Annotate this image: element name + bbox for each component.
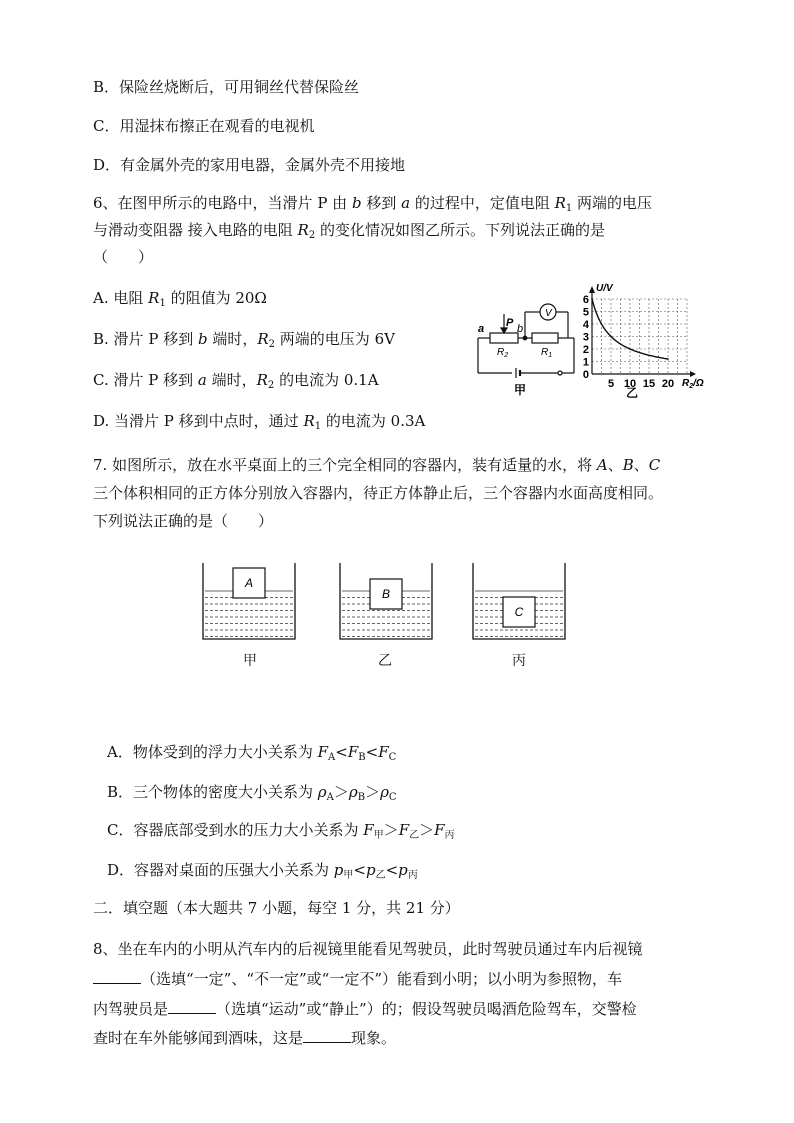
q8-line1: 8、坐在车内的小明从汽车内的后视镜里能看见驾驶员，此时驾驶员通过车内后视镜 xyxy=(93,940,643,958)
y-tick-label: 6 xyxy=(582,294,589,306)
y-axis-label: U/V xyxy=(596,283,613,294)
y-tick-label: 0 xyxy=(582,369,589,381)
data-point xyxy=(667,358,669,360)
q5-option-d: D．有金属外壳的家用电器，金属外壳不用接地 xyxy=(93,156,406,174)
q5-option-b: B．保险丝烧断后，可用铜丝代替保险丝 xyxy=(93,78,360,96)
voltage-resistance-graph xyxy=(578,280,713,400)
x-tick-label: 20 xyxy=(661,378,675,390)
q5-option-c: C．用湿抹布擦正在观看的电视机 xyxy=(93,117,315,135)
y-tick-label: 2 xyxy=(582,344,589,356)
circuit-label-b: b xyxy=(517,323,524,335)
cube-label: B xyxy=(381,587,391,601)
x-tick-label: 15 xyxy=(642,378,656,390)
data-point xyxy=(610,336,612,338)
container-label-yi: 乙 xyxy=(378,653,392,669)
section-heading: 二．填空题（本大题共 7 小题，每空 1 分，共 21 分） xyxy=(93,899,460,917)
voltmeter-label: V xyxy=(545,308,552,319)
y-tick-label: 1 xyxy=(582,356,589,369)
data-point xyxy=(629,348,631,350)
q6-answer-paren: （ ） xyxy=(93,248,154,266)
x-axis-label: $R_2/\Omega$ xyxy=(682,378,704,390)
y-tick-label: 4 xyxy=(582,319,589,331)
circuit-label-r1: $R_1$ xyxy=(541,347,553,359)
q7-stem-line3: 下列说法正确的是（ ） xyxy=(93,512,274,530)
q7-stem-line2: 三个体积相同的正方体分别放入容器内，待正方体静止后，三个容器内水面高度相同。 xyxy=(93,484,664,502)
q8-line2: （选填“一定”、“不一定”或“一定不”）能看到小明；以小明为参照物，车 xyxy=(93,968,622,989)
figure-label-jia: 甲 xyxy=(514,383,527,397)
q6-option-d: D. 当滑片 P 移到中点时，通过 $R_1$ 的电流为 0.3A xyxy=(93,412,426,432)
q8-line4: 查时在车外能够闻到酒味，这是 现象。 xyxy=(93,1029,397,1047)
figure-label-yi: 乙 xyxy=(626,386,639,400)
container-label-bing: 丙 xyxy=(512,653,526,669)
circuit-diagram xyxy=(470,290,582,398)
q6-stem-line1: 6、在图甲所示的电路中，当滑片 P 由 b 移到 a 的过程中，定值电阻 $R_1$ 两端的电压 xyxy=(93,194,653,214)
y-tick-label: 5 xyxy=(582,306,589,319)
container xyxy=(340,563,432,639)
q6-option-b: B. 滑片 P 移到 b 端时，$R_2$ 两端的电压为 6V xyxy=(93,330,395,350)
q6-option-c: C. 滑片 P 移到 a 端时，$R_2$ 的电流为 0.1A xyxy=(93,371,379,391)
q7-option-c: C．容器底部受到水的压力大小关系为 $F_甲>F_乙>F_丙$ xyxy=(107,821,455,841)
data-point xyxy=(591,298,593,300)
x-tick-label: 5 xyxy=(607,378,615,390)
y-tick-label: 3 xyxy=(582,331,589,344)
q7-option-b: B．三个物体的密度大小关系为 $\rho_A>\rho_B>\rho_C$ xyxy=(107,783,397,803)
data-point xyxy=(648,354,650,356)
x-tick-label: 10 xyxy=(623,378,637,390)
cube-label: C xyxy=(514,605,524,619)
q6-stem-line2: 与滑动变阻器 接入电路的电阻 $R_2$ 的变化情况如图乙所示。下列说法正确的是 xyxy=(93,221,605,241)
circuit-label-a: a xyxy=(478,323,485,335)
q7-stem-line1: 7. 如图所示，放在水平桌面上的三个完全相同的容器内，装有适量的水，将 A、B、C xyxy=(93,456,661,474)
container-label-jia: 甲 xyxy=(243,653,257,669)
container xyxy=(473,563,565,639)
q8-line3: 内驾驶员是 （选填“运动”或“静止”）的；假设驾驶员喝酒危险驾车，交警检 xyxy=(93,1000,637,1018)
cube-label: A xyxy=(244,576,254,590)
q7-option-d: D．容器对桌面的压强大小关系为 $p_甲<p_乙<p_丙$ xyxy=(107,861,418,881)
answer-blank-1[interactable] xyxy=(93,968,141,984)
q7-option-a: A．物体受到的浮力大小关系为 $F_A<F_B<F_C$ xyxy=(107,743,397,763)
circuit-label-p: P xyxy=(506,317,514,329)
circuit-label-r2: $R_2$ xyxy=(497,347,509,359)
answer-blank-2[interactable] xyxy=(168,998,216,1014)
container xyxy=(203,563,295,639)
answer-blank-3[interactable] xyxy=(303,1027,351,1043)
q6-option-a: A. 电阻 $R_1$ 的阻值为 20Ω xyxy=(93,289,267,309)
